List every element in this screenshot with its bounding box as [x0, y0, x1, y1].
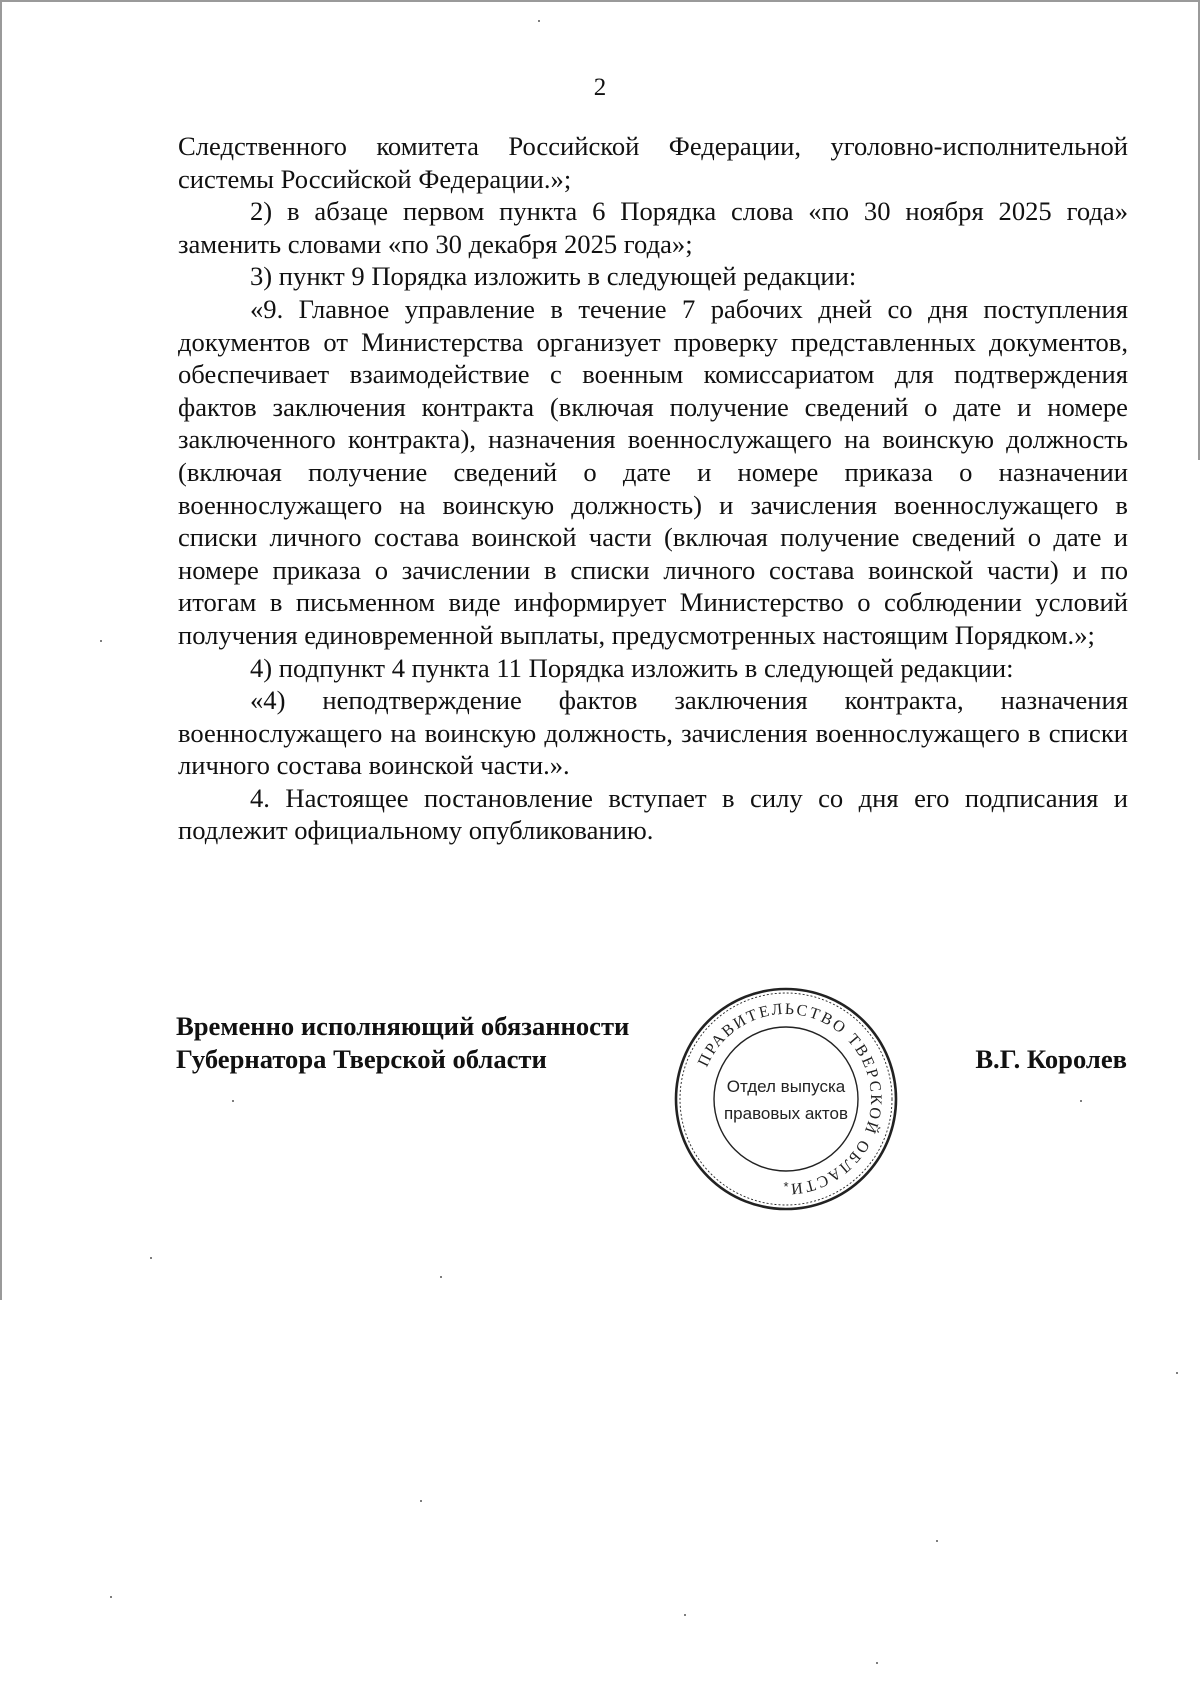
- stamp-inner-ring: [714, 1027, 858, 1171]
- signatory-name: В.Г. Королев: [975, 1044, 1127, 1074]
- scan-speck: [538, 20, 540, 22]
- stamp-center-line: правовых актов: [723, 1104, 849, 1123]
- scan-speck: [936, 1540, 938, 1542]
- signatory-title-line: Временно исполняющий обязанности: [176, 1011, 630, 1041]
- paragraph: 4) подпункт 4 пункта 11 Порядка изложить в следующей редакции:: [250, 652, 1014, 683]
- paragraph: 3) пункт 9 Порядка изложить в следующей редакции:: [250, 261, 857, 292]
- scan-speck: [110, 1596, 112, 1598]
- page-number: 2: [593, 74, 607, 101]
- scan-speck: [1176, 1372, 1178, 1374]
- scan-speck: [420, 1500, 422, 1502]
- scan-left-border: [0, 0, 2, 1300]
- paragraph: «4) неподтверждение фактов заключения контракта, назначения военнослужащего на воинскую должность, зачисления военнослужащего в списки личного состава воинской части.».: [178, 685, 1128, 781]
- document-body: [178, 130, 1128, 847]
- stamp-center-line: Отдел выпуска: [726, 1077, 846, 1096]
- signatory-title: [176, 1010, 629, 1076]
- scan-speck: [1080, 1100, 1082, 1102]
- scan-speck: [232, 1100, 234, 1102]
- scan-top-border: [0, 0, 1200, 2]
- stamp-dotted-ring: [680, 993, 892, 1205]
- scan-speck: [100, 640, 102, 642]
- scan-speck: [150, 1257, 152, 1259]
- paragraph: 2) в абзаце первом пункта 6 Порядка слова «по 30 ноября 2025 года» заменить словами «по 30 декабря 2025 года»;: [178, 196, 1128, 259]
- paragraph: 4. Настоящее постановление вступает в силу со дня его подписания и подлежит официальному опубликованию.: [178, 782, 1128, 846]
- scan-speck: [440, 1276, 442, 1278]
- scan-speck: [876, 1662, 878, 1664]
- signatory-title-line: Губернатора Тверской области: [176, 1044, 547, 1074]
- stamp-star: *: [783, 1179, 789, 1194]
- stamp-outer-ring: [676, 989, 896, 1209]
- paragraph: «9. Главное управление в течение 7 рабочих дней со дня поступления документов от Министерства организует проверку представленных документов, обеспечивает взаимодействие с военным комиссариатом для подтверждения фактов заключения контракта (включая получение сведений о дате и номере заключенного контракта), назначения военнослужащего на воинскую должность (включая получение сведений о дате и номере приказа о назначении военнослужащего на воинскую должность) и зачисления военнослужащего в списки личного состава воинской части (включая получение сведений о дате и номере приказа о зачислении в списки личного состава воинской части) и по итогам в письменном виде информирует Министерство о соблюдении условий получения единовременной выплаты, предусмотренных настоящим Порядком.»;: [178, 293, 1128, 650]
- official-stamp: [672, 985, 900, 1213]
- paragraph: Следственного комитета Российской Федерации, уголовно-исполнительной системы Российской Федерации.»;: [178, 131, 1128, 194]
- scan-speck: [684, 1614, 686, 1616]
- stamp-ring-text: ПРАВИТЕЛЬСТВО ТВЕРСКОЙ ОБЛАСТИ: [695, 1000, 885, 1198]
